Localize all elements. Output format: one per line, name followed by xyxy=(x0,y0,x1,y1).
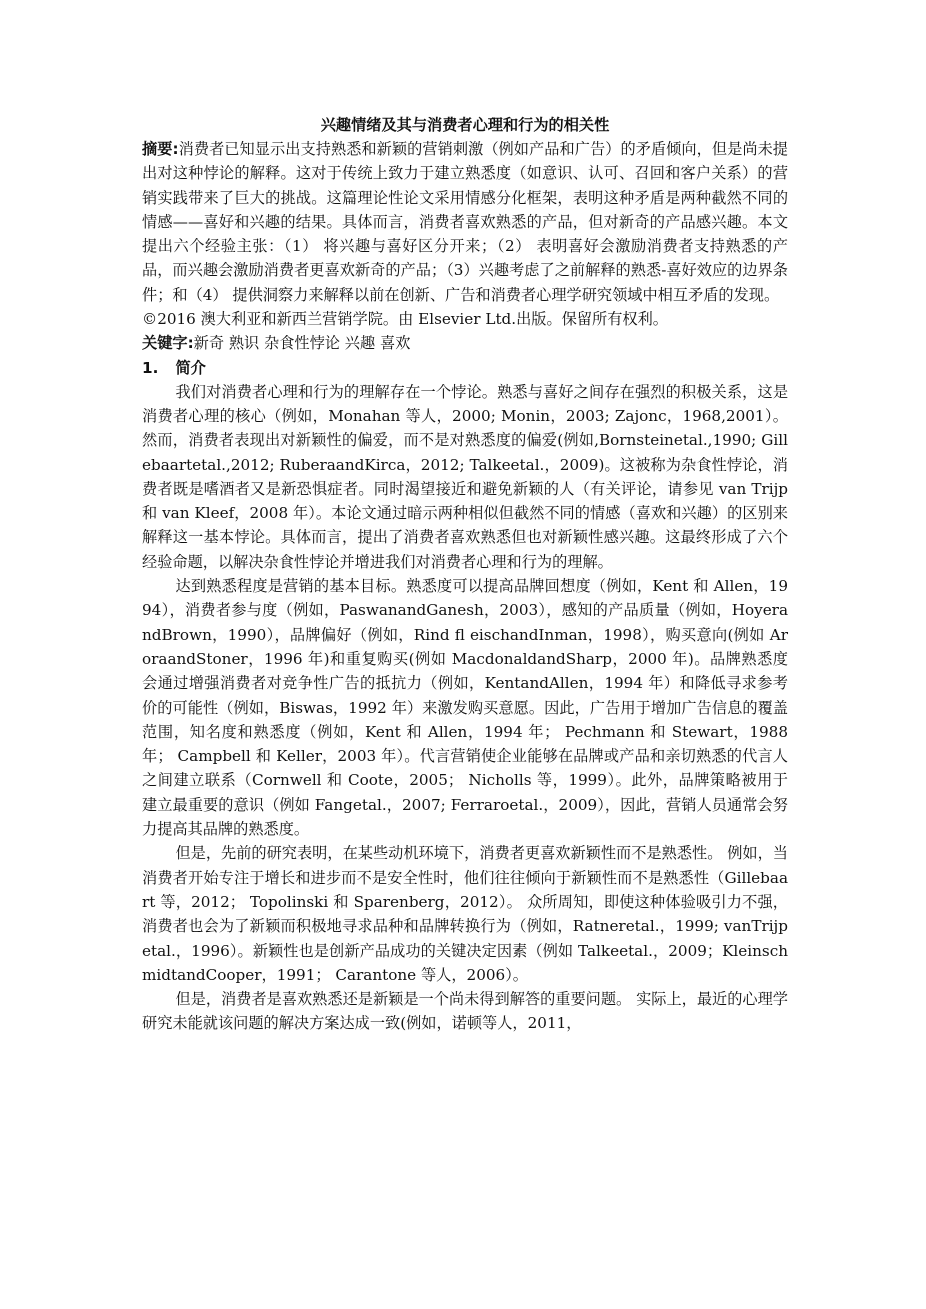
keywords-text: 新奇 熟识 杂食性悖论 兴趣 喜欢 xyxy=(193,334,411,353)
keywords-label: 关键字: xyxy=(142,334,194,353)
section-heading xyxy=(142,356,788,380)
document-title: 兴趣情绪及其与消费者心理和行为的相关性 xyxy=(320,116,610,134)
abstract-label: 摘要: xyxy=(142,140,179,158)
keywords xyxy=(142,331,788,355)
body-paragraph-4: 但是，消费者是喜欢熟悉还是新颖是一个尚未得到解答的重要问题。 实际上，最近的心理学研究未能就该问题的解决方案达成一致(例如，诺顿等人，2011， xyxy=(142,990,788,1033)
abstract-text: 消费者已知显示出支持熟悉和新颖的营销刺激（例如产品和广告）的矛盾倾向，但是尚未提出对这种悖论的解释。这对于传统上致力于建立熟悉度（如意识、认可、召回和客户关系）的营销实践带来了巨大的挑战。这篇理论性论文采用情感分化框架，表明这种矛盾是两种截然不同的情感——喜好和兴趣的结果。具体而言，消费者喜欢熟悉的产品，但对新奇的产品感兴趣。本文提出六个经验主张：（1） 将兴趣与喜好区分开来；（2） 表明喜好会激励消费者支持熟悉的产品，而兴趣会激励消费者更喜欢新奇的产品；（3）兴趣考虑了之前解释的熟悉-喜好效应的边界条件；和（4） 提供洞察力来解释以前在创新、广告和消费者心理学研究领域中相互矛盾的发现。 xyxy=(142,140,788,304)
section-title: 简介 xyxy=(175,358,206,377)
section-number: 1. xyxy=(142,358,159,377)
body-paragraph-1: 我们对消费者心理和行为的理解存在一个悖论。熟悉与喜好之间存在强烈的积极关系，这是消费者心理的核心（例如，Monahan 等人，2000; Monin，2003; Zajonc，1968,2001）。然而，消费者表现出对新颖性的偏爱，而不是对熟悉度的偏爱(例如,Bornsteinetal.,1990; Gillebaartetal.,2012; RuberaandKirca，2012; Talkeetal.，2009)。这被称为杂食性悖论，消费者既是嗜酒者又是新恐惧症者。同时渴望接近和避免新颖的人（有关评论，请参见 van Trijp 和 van Kleef，2008 年）。本论文通过暗示两种相似但截然不同的情感（喜欢和兴趣）的区别来解释这一基本悖论。具体而言，提出了消费者喜欢熟悉但也对新颖性感兴趣。这最终形成了六个经验命题，以解决杂食性悖论并增进我们对消费者心理和行为的理解。 xyxy=(142,382,788,571)
document-page xyxy=(142,113,788,1036)
copyright-notice: ©2016 澳大利亚和新西兰营销学院。由 Elsevier Ltd.出版。保留所有权利。 xyxy=(142,310,668,329)
abstract xyxy=(142,137,788,307)
body-paragraph-2: 达到熟悉程度是营销的基本目标。熟悉度可以提高品牌回想度（例如，Kent 和 Allen，1994），消费者参与度（例如，PaswanandGanesh，2003），感知的产品质量（例如，HoyerandBrown，1990），品牌偏好（例如，Rind ﬂ eischandInman，1998），购买意向(例如 AroraandStoner，1996 年)和重复购买(例如 MacdonaldandSharp，2000 年)。品牌熟悉度会通过增强消费者对竞争性广告的抵抗力（例如，KentandAllen，1994 年）和降低寻求参考价的可能性（例如，Biswas，1992 年）来激发购买意愿。因此，广告用于增加广告信息的覆盖范围，知名度和熟悉度（例如，Kent 和 Allen，1994 年； Pechmann 和 Stewart，1988 年； Campbell 和 Keller，2003 年）。代言营销使企业能够在品牌或产品和亲切熟悉的代言人之间建立联系（Cornwell 和 Coote，2005； Nicholls 等，1999）。此外，品牌策略被用于建立最重要的意识（例如 Fangetal.，2007; Ferraroetal.，2009），因此，营销人员通常会努力提高其品牌的熟悉度。 xyxy=(142,577,788,839)
body-paragraph-3: 但是，先前的研究表明，在某些动机环境下，消费者更喜欢新颖性而不是熟悉性。 例如，当消费者开始专注于增长和进步而不是安全性时，他们往往倾向于新颖性而不是熟悉性（Gillebaart 等，2012； Topolinski 和 Sparenberg，2012）。 众所周知，即使这种体验吸引力不强，消费者也会为了新颖而积极地寻求品种和品牌转换行为（例如，Ratneretal.，1999; vanTrijpetal.，1996）。新颖性也是创新产品成功的关键决定因素（例如 Talkeetal.，2009；KleinschmidtandCooper，1991； Carantone 等人，2006）。 xyxy=(142,844,788,984)
